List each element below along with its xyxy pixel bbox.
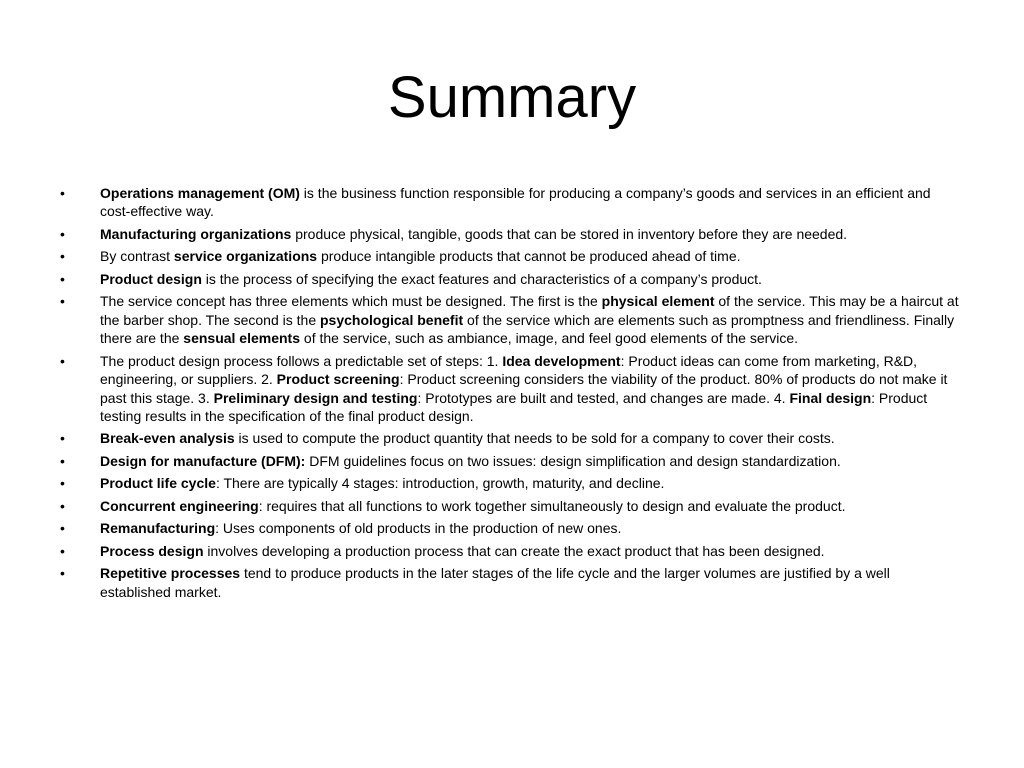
bullet-marker: • [60, 565, 65, 582]
bullet-text [100, 565, 890, 599]
bold-term: Design for manufacture (DFM): [100, 452, 306, 469]
bullet-text [100, 498, 845, 514]
bold-term: Preliminary design and testing [213, 389, 418, 406]
bold-term: Final design [789, 389, 872, 406]
text-run: : There are typically 4 stages: introduction, growth, maturity, and decline. [215, 475, 665, 492]
bullet-marker: • [60, 452, 65, 469]
bullet-text [100, 543, 825, 559]
text-run: : Prototypes are built and tested, and changes are made. 4. [417, 389, 790, 406]
bullet-text [100, 271, 762, 287]
text-run: is the process of specifying the exact features and characteristics of a company’s product. [201, 270, 762, 287]
text-run: produce intangible products that cannot be produced ahead of time. [317, 248, 741, 265]
bullet-marker: • [60, 225, 65, 242]
text-run: of the service which are elements such as promptness and friendliness. Finally there are the [100, 311, 955, 347]
bullet-marker: • [60, 430, 65, 447]
bullet-text [100, 475, 664, 491]
text-run: By contrast [100, 248, 174, 265]
bullet-item [60, 225, 960, 243]
bold-term: sensual elements [183, 330, 301, 347]
bullet-text [100, 185, 931, 219]
text-run: : Product testing results in the specification of the final product design. [100, 389, 928, 424]
bullet-marker: • [60, 248, 65, 265]
text-run: : requires that all functions to work together simultaneously to design and evaluate the product. [258, 497, 846, 514]
bullet-item [60, 542, 960, 560]
text-run: of the service, such as ambiance, image, and feel good elements of the service. [300, 330, 799, 347]
bold-term: service organizations [173, 248, 318, 265]
bold-term: Manufacturing organizations [100, 225, 292, 242]
text-run: The product design process follows a predictable set of steps: 1. [100, 352, 503, 369]
bullet-marker: • [60, 520, 65, 537]
bullet-marker: • [60, 497, 65, 514]
bold-term: Repetitive processes [100, 565, 241, 582]
bullet-item [60, 564, 960, 601]
bold-term: Operations management (OM) [100, 185, 300, 201]
bullet-marker: • [60, 185, 65, 201]
bullet-marker: • [60, 293, 65, 310]
bold-term: Break-even analysis [100, 430, 235, 447]
text-run: tend to produce products in the later stages of the life cycle and the larger volumes are justified by a well established market. [100, 565, 890, 600]
text-run: involves developing a production process that can create the exact product that has been designed. [203, 542, 825, 559]
text-run: : Product ideas can come from marketing, R&D, engineering, or suppliers. 2. [100, 352, 918, 388]
bold-term: Concurrent engineering [100, 497, 259, 514]
slide-title: Summary [387, 65, 637, 130]
bold-term: Product design [100, 270, 202, 287]
bullet-marker: • [60, 270, 65, 287]
summary-bullet-list [60, 184, 960, 605]
text-run: produce physical, tangible, goods that can be stored in inventory before they are needed. [291, 225, 848, 242]
bullet-item [60, 270, 960, 288]
bullet-item [60, 184, 960, 221]
bullet-item [60, 452, 960, 470]
bullet-text [100, 293, 959, 346]
bold-term: Remanufacturing [100, 520, 216, 537]
bullet-text [100, 248, 741, 264]
bullet-text [100, 353, 947, 424]
text-run: of the service. This may be a haircut at the barber shop. The second is the [100, 293, 959, 328]
bullet-marker: • [60, 352, 65, 369]
bold-term: psychological benefit [320, 311, 464, 328]
bullet-marker: • [60, 542, 65, 559]
bullet-text [100, 520, 621, 536]
bullet-item [60, 352, 960, 426]
bullet-item [60, 474, 960, 492]
text-run: The service concept has three elements which must be designed. The first is the [100, 293, 602, 310]
bullet-text [100, 430, 835, 446]
bullet-item [60, 292, 960, 347]
bold-term: Idea development [502, 352, 621, 369]
bullet-text [100, 226, 847, 242]
bullet-item [60, 497, 960, 515]
bullet-marker: • [60, 475, 65, 492]
bullet-text [100, 453, 841, 469]
bullet-item [60, 519, 960, 537]
bold-term: Product life cycle [100, 475, 216, 492]
bold-term: physical element [601, 293, 715, 310]
text-run: : Uses components of old products in the production of new ones. [215, 520, 622, 537]
text-run: is the business function responsible for producing a company’s goods and services in an efficient and cost-effective way. [100, 185, 931, 220]
bullet-item [60, 247, 960, 265]
bold-term: Process design [100, 542, 204, 559]
bold-term: Product screening [276, 371, 400, 388]
text-run: is used to compute the product quantity that needs to be sold for a company to cover their costs. [234, 430, 835, 447]
text-run: DFM guidelines focus on two issues: design simplification and design standardization. [305, 452, 841, 469]
bullet-item [60, 429, 960, 447]
text-run: : Product screening considers the viability of the product. 80% of products do not make it past this stage. 3. [100, 371, 948, 406]
